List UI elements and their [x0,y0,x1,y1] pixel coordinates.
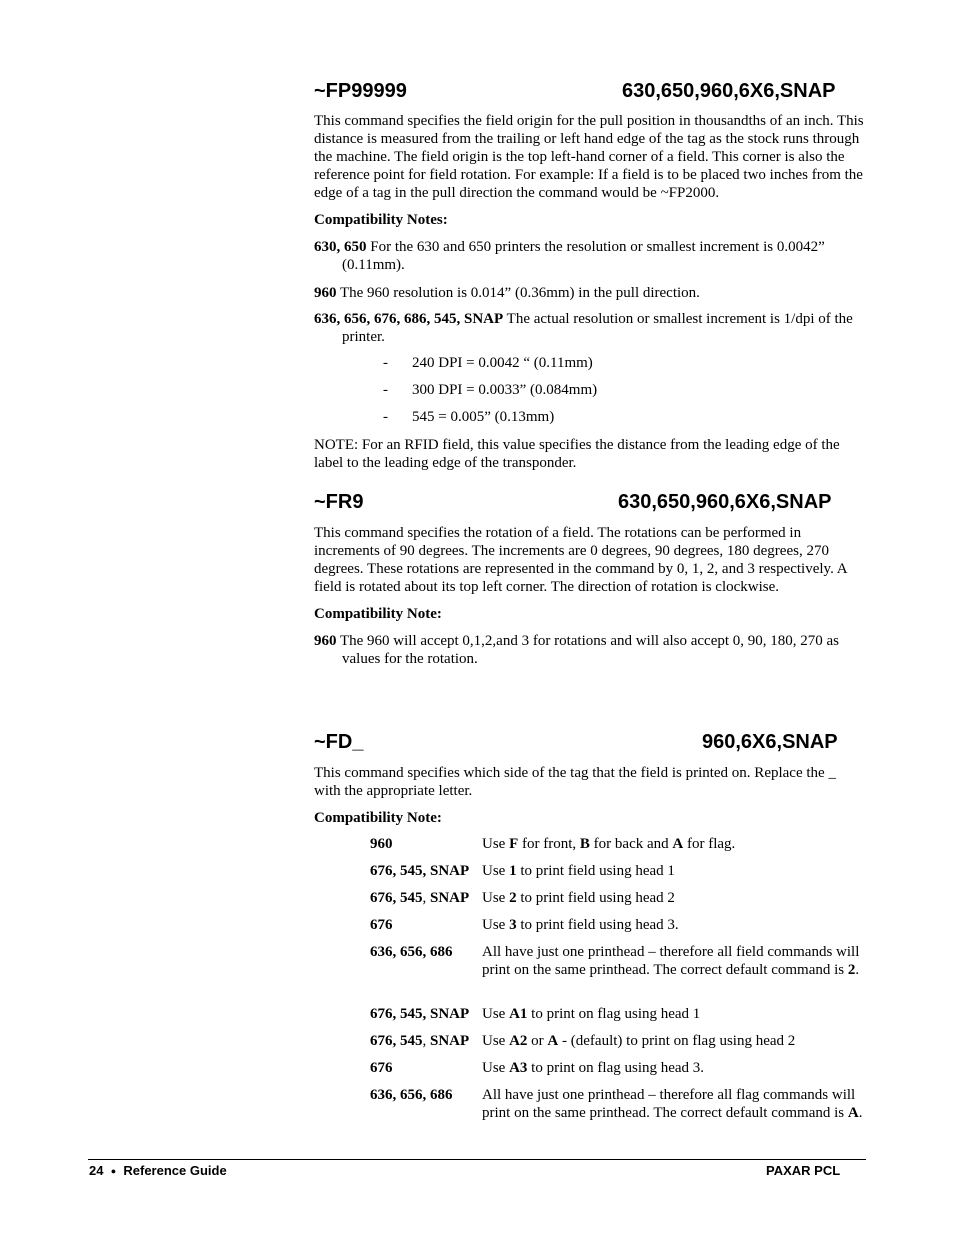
fd-models-heading: 960,6X6,SNAP [702,731,838,753]
table-row-value: Use 2 to print field using head 2 [482,890,675,906]
note-key: 960 [314,285,337,301]
note-text: For the 630 and 650 printers the resolution or smallest increment is 0.0042” (0.11mm). [342,239,825,273]
table-row-value: Use 1 to print field using head 1 [482,863,675,879]
fp-description: This command specifies the field origin for the pull position in thousandths of an inch. This distance is measured from the trailing or left hand edge of the tag as the stock runs through the machine. The field origin is the top left-hand corner of a field. This corner is also the reference point for field rotation. For example: If a field is to be placed two inches from the edge of a tag in the pull direction the command would be ~FP2000. [314,113,864,201]
fp-note-6x6 [314,310,866,346]
page-number: 24 [89,1163,104,1178]
bullet-dash: - [383,382,388,398]
dpi-list-item: 545 = 0.005” (0.13mm) [412,409,555,425]
footer-guide-title: Reference Guide [123,1163,227,1178]
table-row-key: 960 [370,836,393,852]
bullet-dash: - [383,409,388,425]
table-row-key: 636, 656, 686 [370,944,453,960]
fr-models-heading: 630,650,960,6X6,SNAP [618,491,832,513]
fr-description: This command specifies the rotation of a field. The rotations can be performed in increments of 90 degrees. The increments are 0 degrees, 90 degrees, 180 degrees, 270 degrees. These rotations are represented in the command by 0, 1, 2, and 3 respectively. A field is rotated about its top left corner. The direction of rotation is clockwise. [314,525,847,595]
fd-description: This command specifies which side of the tag that the field is printed on. Replace the _ with the appropriate letter. [314,765,836,799]
table-row-key: 636, 656, 686 [370,1087,453,1103]
note-text: The 960 resolution is 0.014” (0.36mm) in the pull direction. [336,285,700,301]
footer-right: PAXAR PCL [766,1163,841,1178]
table-row-value: Use A2 or A - (default) to print on flag using head 2 [482,1033,796,1049]
table-row-key: 676, 545, SNAP [370,1033,470,1049]
fr-command-heading: ~FR9 [314,491,364,513]
dpi-list-item: 300 DPI = 0.0033” (0.084mm) [412,382,598,398]
fp-note-630-650 [314,238,866,274]
note-text: The actual resolution or smallest increment is 1/dpi of the printer. [342,311,853,345]
table-row-key: 676, 545, SNAP [370,1006,470,1022]
fd-compat-heading: Compatibility Note: [314,810,442,826]
note-key: 630, 650 [314,239,367,255]
table-row-value: Use F for front, B for back and A for flag. [482,836,736,852]
bullet-icon: ● [110,1166,117,1176]
fr-note-960 [314,632,866,668]
fp-note-960 [314,284,866,302]
table-row-value: All have just one printhead – therefore all flag commands will print on the same printhead. The correct default command is A. [482,1087,863,1121]
table-row-value: Use A1 to print on flag using head 1 [482,1006,701,1022]
table-row-value: All have just one printhead – therefore all field commands will print on the same printhead. The correct default command is 2. [482,944,860,978]
table-row-key: 676 [370,917,393,933]
note-key: 960 [314,633,337,649]
note-text: The 960 will accept 0,1,2,and 3 for rotations and will also accept 0, 90, 180, 270 as values for the rotation. [336,633,840,667]
bullet-dash: - [383,355,388,371]
table-row-key: 676, 545, SNAP [370,890,470,906]
footer-left [89,1163,227,1179]
table-row-key: 676 [370,1060,393,1076]
table-row-value: Use A3 to print on flag using head 3. [482,1060,705,1076]
fd-command-heading: ~FD_ [314,731,364,753]
dpi-list-item: 240 DPI = 0.0042 “ (0.11mm) [412,355,593,371]
table-row-value: Use 3 to print field using head 3. [482,917,679,933]
note-key: 636, 656, 676, 686, 545, SNAP [314,311,504,327]
fp-models-heading: 630,650,960,6X6,SNAP [622,80,836,102]
footer-rule [88,1159,866,1160]
rfid-note: NOTE: For an RFID field, this value specifies the distance from the leading edge of the label to the leading edge of the transponder. [314,437,840,471]
table-row-key: 676, 545, SNAP [370,863,470,879]
fp-command-heading: ~FP99999 [314,80,407,102]
fr-compat-heading: Compatibility Note: [314,606,442,622]
fp-compat-heading: Compatibility Notes: [314,212,448,228]
